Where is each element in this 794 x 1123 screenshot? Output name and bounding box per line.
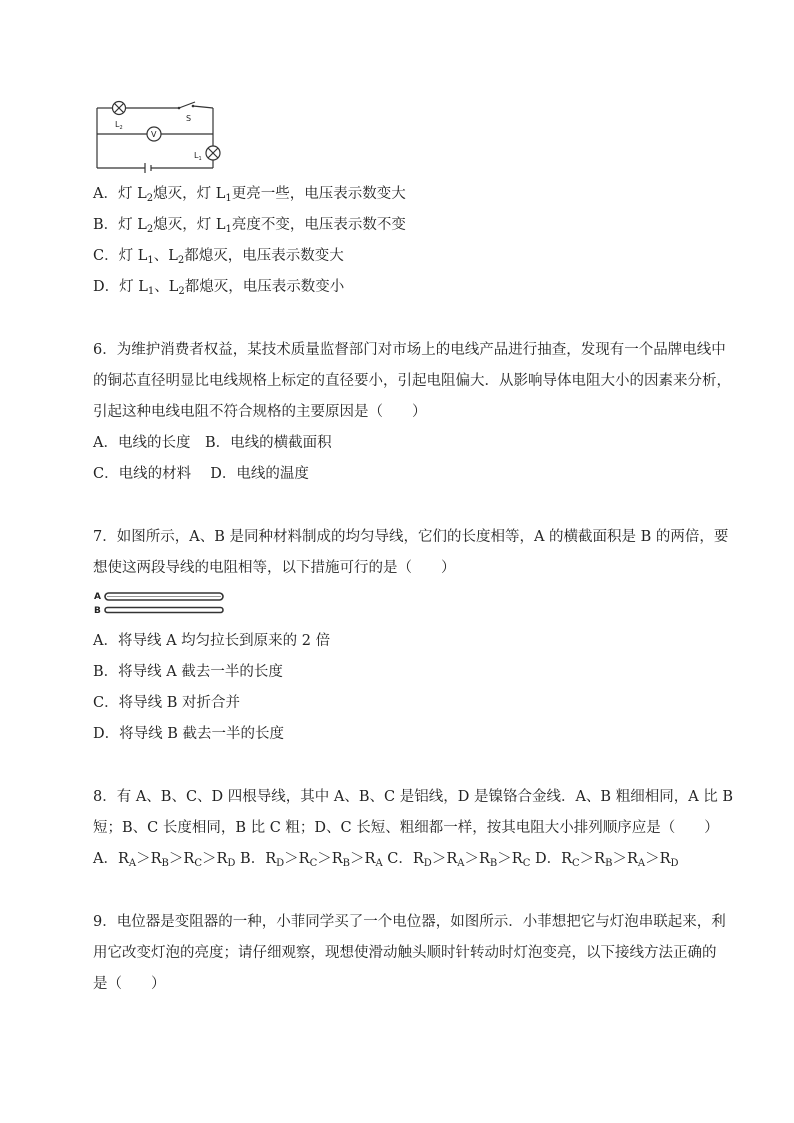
q9-stem-line1: 9．电位器是变阻器的一种，小菲同学买了一个电位器，如图所示．小菲想把它与灯泡串联起来，利 bbox=[93, 914, 726, 930]
q8-stem-line1: 8．有 A、B、C、D 四根导线，其中 A、B、C 是铝线，D 是镍铬合金线．A、B 粗细相同，A 比 B bbox=[93, 789, 734, 805]
subscript: B bbox=[161, 858, 169, 869]
q6-stem-line2: 的铜芯直径明显比电线规格上标定的直径要小，引起电阻偏大．从影响导体电阻大小的因素来分析， bbox=[93, 373, 731, 389]
text: A．灯 L bbox=[93, 186, 147, 202]
text: ＞ bbox=[284, 851, 299, 867]
text: B．灯 L bbox=[93, 217, 147, 233]
text: 熄灭，灯 L bbox=[153, 186, 226, 202]
subscript: A bbox=[375, 858, 383, 869]
q6-options-row2: C．电线的材料 D．电线的温度 bbox=[93, 466, 309, 482]
subscript: 2 bbox=[146, 224, 154, 235]
text: 亮度不变，电压表示数不变 bbox=[231, 217, 406, 233]
text: 都熄灭，电压表示数变大 bbox=[184, 248, 344, 264]
text: C．R bbox=[382, 851, 424, 867]
subscript: 2 bbox=[146, 193, 154, 204]
text: R bbox=[594, 851, 606, 867]
subscript: D bbox=[670, 858, 679, 869]
label-v: V bbox=[151, 130, 157, 139]
wire-b-icon bbox=[105, 608, 223, 613]
label-l1: $L_1$ bbox=[194, 151, 202, 162]
text: R bbox=[331, 851, 343, 867]
subscript: 1 bbox=[225, 224, 232, 235]
wires-diagram bbox=[93, 589, 233, 619]
q6-stem-line3: 引起这种电线电阻不符合规格的主要原因是（ ） bbox=[93, 404, 427, 420]
subscript: B bbox=[489, 858, 498, 869]
q5-option-c bbox=[93, 246, 344, 271]
text: ＞ bbox=[317, 851, 332, 867]
label-l2: $L_2$ bbox=[115, 120, 123, 131]
text: 都熄灭，电压表示数变小 bbox=[184, 279, 345, 295]
lamp-l1-icon bbox=[206, 146, 220, 160]
subscript: D bbox=[423, 858, 432, 869]
subscript: C bbox=[572, 858, 580, 869]
text: 更亮一些，电压表示数变大 bbox=[231, 186, 406, 202]
subscript: 2 bbox=[178, 286, 185, 297]
q7-option-d: D．将导线 B 截去一半的长度 bbox=[93, 726, 284, 742]
q7-stem-line1: 7．如图所示，A、B 是同种材料制成的均匀导线，它们的长度相等，A 的横截面积是 B 的两倍，要 bbox=[93, 529, 729, 545]
circuit-diagram bbox=[93, 96, 233, 176]
q5-option-d bbox=[93, 277, 344, 302]
subscript: C bbox=[522, 858, 531, 869]
text: D．R bbox=[530, 851, 572, 867]
text: B．R bbox=[235, 851, 277, 867]
lamp-l2-icon bbox=[113, 102, 126, 115]
text: ＞ bbox=[497, 851, 512, 867]
text: ＞ bbox=[612, 851, 627, 867]
q7-stem-line2: 想使这两段导线的电阻相等，以下措施可行的是（ ） bbox=[93, 560, 456, 576]
text: R bbox=[478, 851, 490, 867]
q6-options-row1: A．电线的长度 B．电线的横截面积 bbox=[93, 435, 332, 451]
label-s: S bbox=[186, 114, 192, 123]
text: R bbox=[446, 851, 458, 867]
q8-options bbox=[93, 849, 679, 874]
subscript: C bbox=[194, 858, 202, 869]
text: ＞ bbox=[431, 851, 447, 867]
subscript: B bbox=[342, 858, 351, 869]
subscript: 1 bbox=[225, 193, 232, 204]
subscript: 1 bbox=[147, 286, 155, 297]
subscript: D bbox=[276, 858, 285, 869]
text: ＞ bbox=[136, 851, 151, 867]
q5-option-b bbox=[93, 215, 406, 240]
text: C．灯 L bbox=[93, 248, 148, 264]
text: R bbox=[298, 851, 310, 867]
subscript: C bbox=[309, 858, 318, 869]
q8-stem-line2: 短；B、C 长度相同，B 比 C 粗；D、C 长短、粗细都一样，按其电阻大小排列顺序应是（ ） bbox=[93, 820, 719, 836]
q9-stem-line3: 是（ ） bbox=[93, 976, 166, 992]
text: R bbox=[216, 851, 228, 867]
text: ＞ bbox=[201, 851, 217, 867]
text: R bbox=[511, 851, 523, 867]
text: D．灯 L bbox=[93, 279, 148, 295]
q7-option-c: C．将导线 B 对折合并 bbox=[93, 695, 240, 711]
text: ＞ bbox=[168, 851, 184, 867]
subscript: D bbox=[227, 858, 236, 869]
subscript: 1 bbox=[147, 255, 154, 266]
q6-stem-line1: 6．为维护消费者权益，某技术质量监督部门对市场上的电线产品进行抽查，发现有一个品牌电线中 bbox=[93, 342, 726, 358]
text: 熄灭，灯 L bbox=[153, 217, 226, 233]
wire-b-label: B bbox=[94, 606, 101, 616]
text: R bbox=[183, 851, 195, 867]
text: ＞ bbox=[464, 851, 479, 867]
text: 、L bbox=[154, 279, 179, 295]
q7-option-b: B．将导线 A 截去一半的长度 bbox=[93, 664, 283, 680]
q9-stem-line2: 用它改变灯泡的亮度；请仔细观察，现想使滑动触头顺时针转动时灯泡变亮，以下接线方法正确的 bbox=[93, 945, 717, 961]
subscript: A bbox=[457, 858, 465, 869]
text: ＞ bbox=[350, 851, 365, 867]
text: A．R bbox=[93, 851, 129, 867]
text: R bbox=[659, 851, 671, 867]
text: ＞ bbox=[645, 851, 660, 867]
subscript: B bbox=[605, 858, 613, 869]
subscript: 2 bbox=[177, 255, 185, 266]
subscript: A bbox=[637, 858, 646, 869]
text: R bbox=[150, 851, 162, 867]
q5-option-a bbox=[93, 184, 406, 209]
text: 、L bbox=[153, 248, 178, 264]
wire-a-icon bbox=[105, 593, 223, 600]
text: R bbox=[626, 851, 638, 867]
text: R bbox=[364, 851, 376, 867]
q7-option-a: A．将导线 A 均匀拉长到原来的 2 倍 bbox=[93, 633, 331, 649]
text: ＞ bbox=[579, 851, 595, 867]
subscript: A bbox=[128, 858, 137, 869]
battery-icon bbox=[145, 163, 151, 173]
wire-a-label: A bbox=[94, 592, 101, 602]
